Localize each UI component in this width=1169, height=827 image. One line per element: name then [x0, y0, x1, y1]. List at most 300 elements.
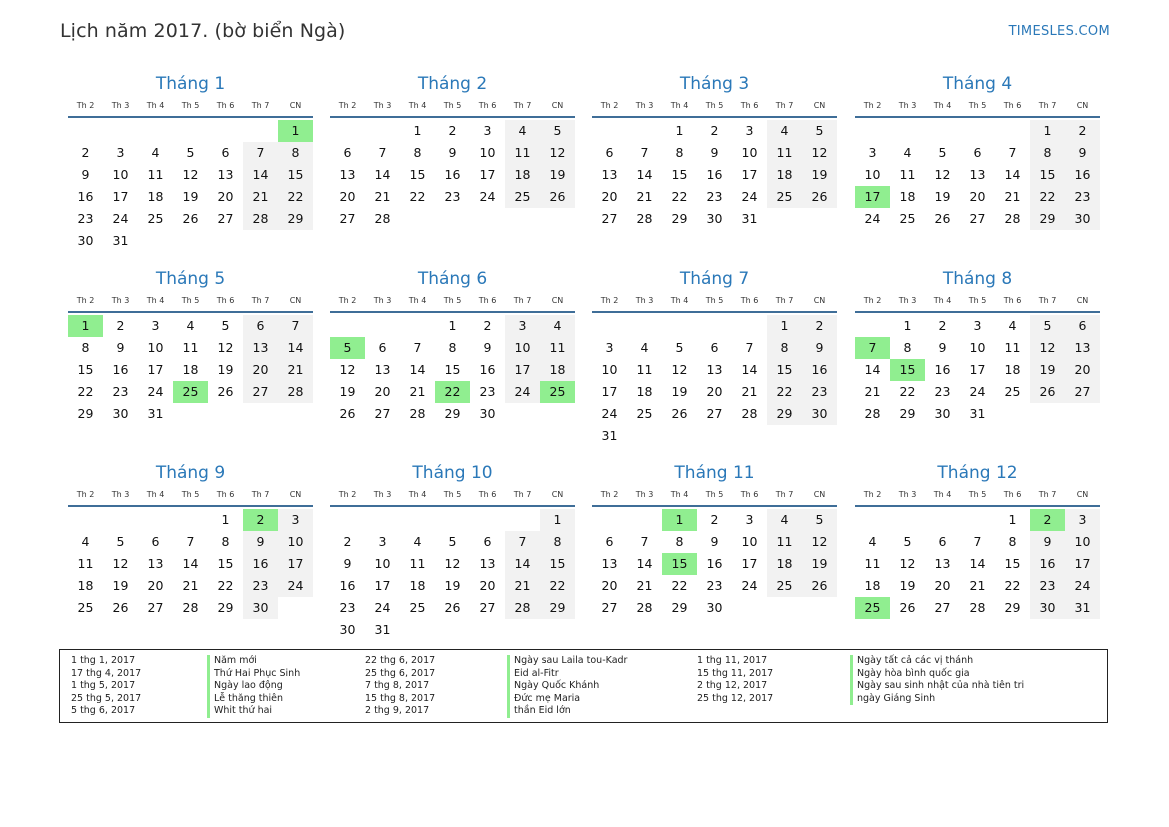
weekday-label: Th 6	[1003, 101, 1022, 110]
day-cell: 30	[77, 233, 94, 248]
day-cell: 6	[1065, 315, 1100, 337]
day-cell: 19	[802, 164, 837, 186]
day-cell: 29	[444, 406, 461, 421]
day-cell: 6	[221, 145, 230, 160]
week-row	[330, 186, 575, 208]
holiday-day-cell: 5	[330, 337, 365, 359]
day-cell: 23	[444, 189, 461, 204]
week-row	[330, 359, 575, 381]
weekday-label: Th 2	[600, 490, 619, 499]
empty-cell	[540, 619, 575, 641]
empty-cell	[330, 315, 365, 337]
week-row	[855, 359, 1100, 381]
day-cell: 23	[706, 578, 723, 593]
day-cell: 6	[973, 145, 982, 160]
day-cell: 7	[745, 340, 754, 355]
day-cell: 3	[116, 145, 125, 160]
empty-cell	[855, 509, 890, 531]
weekday-header	[68, 489, 313, 507]
site-link[interactable]: TIMESLES.COM	[1008, 24, 1110, 39]
week-row	[68, 164, 313, 186]
holiday-day-cell: 7	[855, 337, 890, 359]
holiday-day-cell: 25	[855, 597, 890, 619]
day-cell: 16	[802, 359, 837, 381]
month-12	[855, 461, 1100, 619]
day-cell: 7	[505, 531, 540, 553]
month-3	[592, 72, 837, 230]
holiday-date: 17 thg 4, 2017	[71, 667, 142, 679]
day-cell: 2	[938, 318, 947, 333]
empty-cell	[732, 425, 767, 447]
empty-cell	[365, 509, 400, 531]
day-cell: 19	[934, 189, 951, 204]
empty-cell	[208, 230, 243, 252]
weekday-label: Th 7	[775, 101, 794, 110]
day-cell: 26	[540, 186, 575, 208]
weekday-label: Th 7	[251, 490, 270, 499]
day-cell: 11	[409, 556, 426, 571]
day-cell: 2	[802, 315, 837, 337]
empty-cell	[330, 120, 365, 142]
day-cell: 16	[77, 189, 94, 204]
day-cell: 6	[151, 534, 160, 549]
day-cell: 15	[409, 167, 426, 182]
day-cell: 8	[767, 337, 802, 359]
day-cell: 8	[413, 145, 422, 160]
day-cell: 24	[864, 211, 881, 226]
day-cell: 10	[479, 145, 496, 160]
day-cell: 11	[636, 362, 653, 377]
day-cell: 14	[741, 362, 758, 377]
weekday-label: Th 6	[740, 101, 759, 110]
weekday-label: Th 2	[338, 296, 357, 305]
day-cell: 16	[706, 556, 723, 571]
empty-cell	[540, 208, 575, 230]
day-cell: 5	[938, 145, 947, 160]
week-row	[855, 315, 1100, 337]
day-cell: 22	[767, 381, 802, 403]
weekday-label: Th 2	[863, 490, 882, 499]
weekday-label: Th 4	[408, 296, 427, 305]
week-row	[68, 359, 313, 381]
day-cell: 22	[899, 384, 916, 399]
day-cell: 8	[675, 534, 684, 549]
day-cell: 4	[903, 145, 912, 160]
weekday-label: Th 4	[408, 101, 427, 110]
day-cell: 18	[147, 189, 164, 204]
day-cell: 29	[671, 211, 688, 226]
day-cell: 4	[151, 145, 160, 160]
day-cell: 21	[409, 384, 426, 399]
day-cell: 26	[182, 211, 199, 226]
day-cell: 15	[77, 362, 94, 377]
holiday-name: ngày Giáng Sinh	[850, 693, 935, 706]
empty-cell	[802, 597, 837, 619]
weekday-header	[330, 295, 575, 313]
holiday-name: Lễ thăng thiên	[207, 693, 283, 706]
page-title: Lịch năm 2017. (bờ biển Ngà)	[60, 20, 346, 42]
day-cell: 1	[448, 318, 457, 333]
day-cell: 6	[710, 340, 719, 355]
week-row	[68, 597, 313, 619]
day-cell: 23	[243, 575, 278, 597]
day-cell: 28	[374, 211, 391, 226]
day-cell: 5	[1030, 315, 1065, 337]
empty-cell	[278, 403, 313, 425]
day-cell: 24	[278, 575, 313, 597]
week-row	[855, 531, 1100, 553]
day-cell: 30	[243, 597, 278, 619]
week-row	[330, 531, 575, 553]
weekday-label: Th 6	[478, 490, 497, 499]
day-cell: 10	[147, 340, 164, 355]
month-title: Tháng 11	[674, 463, 755, 483]
month-2	[330, 72, 575, 230]
weekday-label: Th 7	[513, 101, 532, 110]
month-9	[68, 461, 313, 619]
weekday-label: Th 3	[373, 101, 392, 110]
month-title: Tháng 3	[679, 74, 750, 94]
day-cell: 3	[973, 318, 982, 333]
empty-cell	[627, 425, 662, 447]
day-cell: 27	[706, 406, 723, 421]
week-row	[68, 553, 313, 575]
holiday-name: Ngày lao động	[207, 680, 283, 693]
week-row	[68, 531, 313, 553]
day-cell: 5	[186, 145, 195, 160]
weekday-label: Th 2	[600, 101, 619, 110]
holiday-date: 15 thg 8, 2017	[365, 692, 436, 704]
weekday-header	[592, 295, 837, 313]
day-cell: 8	[675, 145, 684, 160]
weekday-label: Th 6	[1003, 490, 1022, 499]
day-cell: 17	[112, 189, 129, 204]
week-row	[330, 142, 575, 164]
day-cell: 17	[601, 384, 618, 399]
weekday-label: Th 7	[1038, 101, 1057, 110]
weekday-label: Th 3	[898, 296, 917, 305]
empty-cell	[925, 509, 960, 531]
empty-cell	[365, 120, 400, 142]
month-title: Tháng 1	[155, 74, 226, 94]
day-cell: 31	[1065, 597, 1100, 619]
empty-cell	[365, 315, 400, 337]
weekday-label: Th 5	[443, 296, 462, 305]
day-cell: 24	[1065, 575, 1100, 597]
day-cell: 12	[671, 362, 688, 377]
weekday-label: Th 2	[863, 296, 882, 305]
day-cell: 27	[601, 600, 618, 615]
weekday-label: Th 6	[478, 296, 497, 305]
day-cell: 6	[343, 145, 352, 160]
empty-cell	[697, 315, 732, 337]
day-cell: 19	[112, 578, 129, 593]
day-cell: 28	[182, 600, 199, 615]
day-cell: 12	[802, 142, 837, 164]
day-cell: 16	[1065, 164, 1100, 186]
day-cell: 26	[339, 406, 356, 421]
day-cell: 23	[77, 211, 94, 226]
day-cell: 27	[147, 600, 164, 615]
day-cell: 1	[675, 123, 684, 138]
weekday-header	[68, 295, 313, 313]
day-cell: 29	[1004, 600, 1021, 615]
day-cell: 17	[505, 359, 540, 381]
weekday-label: Th 2	[600, 296, 619, 305]
day-cell: 31	[741, 211, 758, 226]
empty-cell	[138, 509, 173, 531]
week-row	[68, 120, 313, 142]
day-cell: 10	[505, 337, 540, 359]
month-1	[68, 72, 313, 252]
weekday-header	[592, 100, 837, 118]
empty-cell	[732, 597, 767, 619]
empty-cell	[68, 120, 103, 142]
day-cell: 26	[934, 211, 951, 226]
weekday-header	[592, 489, 837, 507]
holiday-name: Đức mẹ Maria	[507, 693, 580, 706]
day-cell: 30	[706, 211, 723, 226]
holiday-day-cell: 1	[278, 120, 313, 142]
day-cell: 19	[444, 578, 461, 593]
empty-cell	[767, 425, 802, 447]
week-row	[855, 403, 1100, 425]
empty-cell	[592, 315, 627, 337]
weekday-label: Th 5	[705, 296, 724, 305]
weekday-label: Th 5	[968, 296, 987, 305]
day-cell: 18	[409, 578, 426, 593]
day-cell: 14	[182, 556, 199, 571]
day-cell: 20	[706, 384, 723, 399]
empty-cell	[802, 425, 837, 447]
day-cell: 11	[767, 531, 802, 553]
empty-cell	[960, 509, 995, 531]
weekday-label: Th 4	[670, 101, 689, 110]
day-cell: 6	[483, 534, 492, 549]
day-cell: 2	[1065, 120, 1100, 142]
week-row	[330, 381, 575, 403]
day-cell: 12	[217, 340, 234, 355]
day-cell: 8	[1030, 142, 1065, 164]
day-cell: 7	[1008, 145, 1017, 160]
day-cell: 26	[671, 406, 688, 421]
day-cell: 18	[864, 578, 881, 593]
week-row	[68, 142, 313, 164]
week-row	[68, 230, 313, 252]
weekday-label: Th 7	[1038, 296, 1057, 305]
day-cell: 20	[601, 578, 618, 593]
day-cell: 8	[81, 340, 90, 355]
day-cell: 12	[339, 362, 356, 377]
empty-cell	[103, 120, 138, 142]
day-cell: 12	[802, 531, 837, 553]
day-cell: 14	[243, 164, 278, 186]
day-cell: 7	[186, 534, 195, 549]
day-cell: 29	[1030, 208, 1065, 230]
weekday-label: Th 5	[181, 101, 200, 110]
day-cell: 6	[938, 534, 947, 549]
day-cell: 17	[278, 553, 313, 575]
weekday-label: Th 7	[775, 296, 794, 305]
week-row	[855, 509, 1100, 531]
day-cell: 3	[483, 123, 492, 138]
empty-cell	[592, 120, 627, 142]
month-10	[330, 461, 575, 641]
day-cell: 26	[444, 600, 461, 615]
day-cell: 3	[745, 512, 754, 527]
day-cell: 12	[182, 167, 199, 182]
day-cell: 2	[448, 123, 457, 138]
day-cell: 24	[505, 381, 540, 403]
day-cell: 26	[112, 600, 129, 615]
day-cell: 12	[899, 556, 916, 571]
day-cell: 2	[710, 123, 719, 138]
day-cell: 27	[601, 211, 618, 226]
day-cell: 30	[706, 600, 723, 615]
day-cell: 9	[483, 340, 492, 355]
weekday-label: Th 4	[670, 296, 689, 305]
day-cell: 1	[903, 318, 912, 333]
holiday-day-cell: 17	[855, 186, 890, 208]
day-cell: 30	[1065, 208, 1100, 230]
day-cell: 6	[605, 145, 614, 160]
day-cell: 4	[186, 318, 195, 333]
day-cell: 10	[112, 167, 129, 182]
day-cell: 24	[741, 189, 758, 204]
day-cell: 14	[864, 362, 881, 377]
day-cell: 3	[278, 509, 313, 531]
week-row	[592, 337, 837, 359]
weekday-label: CN	[289, 490, 302, 499]
day-cell: 25	[409, 600, 426, 615]
weekday-label: Th 6	[1003, 296, 1022, 305]
day-cell: 30	[339, 622, 356, 637]
day-cell: 26	[217, 384, 234, 399]
week-row	[330, 164, 575, 186]
day-cell: 22	[409, 189, 426, 204]
day-cell: 22	[671, 189, 688, 204]
day-cell: 13	[479, 556, 496, 571]
month-title: Tháng 8	[942, 269, 1013, 289]
day-cell: 6	[243, 315, 278, 337]
empty-cell	[592, 509, 627, 531]
day-cell: 3	[605, 340, 614, 355]
week-row	[855, 597, 1100, 619]
day-cell: 13	[934, 556, 951, 571]
weekday-label: Th 3	[373, 490, 392, 499]
day-cell: 3	[1065, 509, 1100, 531]
month-11	[592, 461, 837, 619]
day-cell: 6	[605, 534, 614, 549]
day-cell: 5	[540, 120, 575, 142]
day-cell: 28	[1004, 211, 1021, 226]
day-cell: 4	[81, 534, 90, 549]
week-row	[68, 315, 313, 337]
weekday-label: Th 3	[635, 296, 654, 305]
day-cell: 27	[339, 211, 356, 226]
month-8	[855, 267, 1100, 425]
day-cell: 27	[1065, 381, 1100, 403]
holiday-name: thần Eid lớn	[507, 705, 571, 718]
holiday-date: 2 thg 12, 2017	[697, 680, 768, 691]
empty-cell	[960, 120, 995, 142]
holiday-date: 5 thg 6, 2017	[71, 705, 136, 716]
empty-cell	[662, 315, 697, 337]
day-cell: 18	[505, 164, 540, 186]
empty-cell	[435, 509, 470, 531]
holiday-name: Ngày sau sinh nhật của nhà tiên tri	[850, 680, 1024, 693]
week-row	[855, 186, 1100, 208]
day-cell: 24	[969, 384, 986, 399]
day-cell: 24	[374, 600, 391, 615]
day-cell: 19	[339, 384, 356, 399]
day-cell: 2	[483, 318, 492, 333]
day-cell: 20	[374, 384, 391, 399]
day-cell: 5	[802, 509, 837, 531]
week-row	[592, 425, 837, 447]
day-cell: 9	[81, 167, 90, 182]
weekday-label: Th 2	[76, 296, 95, 305]
week-row	[68, 381, 313, 403]
day-cell: 23	[479, 384, 496, 399]
day-cell: 16	[243, 553, 278, 575]
day-cell: 19	[1030, 359, 1065, 381]
day-cell: 29	[899, 406, 916, 421]
day-cell: 3	[378, 534, 387, 549]
holiday-day-cell: 1	[68, 315, 103, 337]
empty-cell	[138, 120, 173, 142]
month-7	[592, 267, 837, 447]
day-cell: 4	[1008, 318, 1017, 333]
weekday-label: Th 3	[635, 490, 654, 499]
week-row	[592, 208, 837, 230]
weekday-label: Th 2	[338, 490, 357, 499]
holiday-date: 1 thg 1, 2017	[71, 655, 136, 666]
weekday-label: Th 7	[513, 296, 532, 305]
week-row	[855, 120, 1100, 142]
weekday-label: CN	[1076, 490, 1089, 499]
empty-cell	[505, 509, 540, 531]
empty-cell	[330, 509, 365, 531]
week-row	[330, 553, 575, 575]
day-cell: 9	[1030, 531, 1065, 553]
day-cell: 7	[640, 534, 649, 549]
empty-cell	[995, 403, 1030, 425]
week-row	[330, 575, 575, 597]
empty-cell	[435, 208, 470, 230]
weekday-header	[330, 489, 575, 507]
month-title: Tháng 7	[679, 269, 750, 289]
holiday-name: Thứ Hai Phục Sinh	[207, 668, 300, 681]
day-cell: 27	[374, 406, 391, 421]
weekday-label: Th 6	[216, 490, 235, 499]
weekday-label: Th 6	[216, 101, 235, 110]
month-title: Tháng 10	[412, 463, 493, 483]
week-row	[330, 315, 575, 337]
day-cell: 25	[636, 406, 653, 421]
holiday-day-cell: 22	[435, 381, 470, 403]
day-cell: 20	[339, 189, 356, 204]
day-cell: 31	[969, 406, 986, 421]
day-cell: 1	[767, 315, 802, 337]
day-cell: 9	[116, 340, 125, 355]
day-cell: 11	[864, 556, 881, 571]
day-cell: 21	[1004, 189, 1021, 204]
day-cell: 27	[217, 211, 234, 226]
empty-cell	[278, 230, 313, 252]
weekday-label: Th 5	[705, 101, 724, 110]
weekday-label: Th 5	[181, 296, 200, 305]
